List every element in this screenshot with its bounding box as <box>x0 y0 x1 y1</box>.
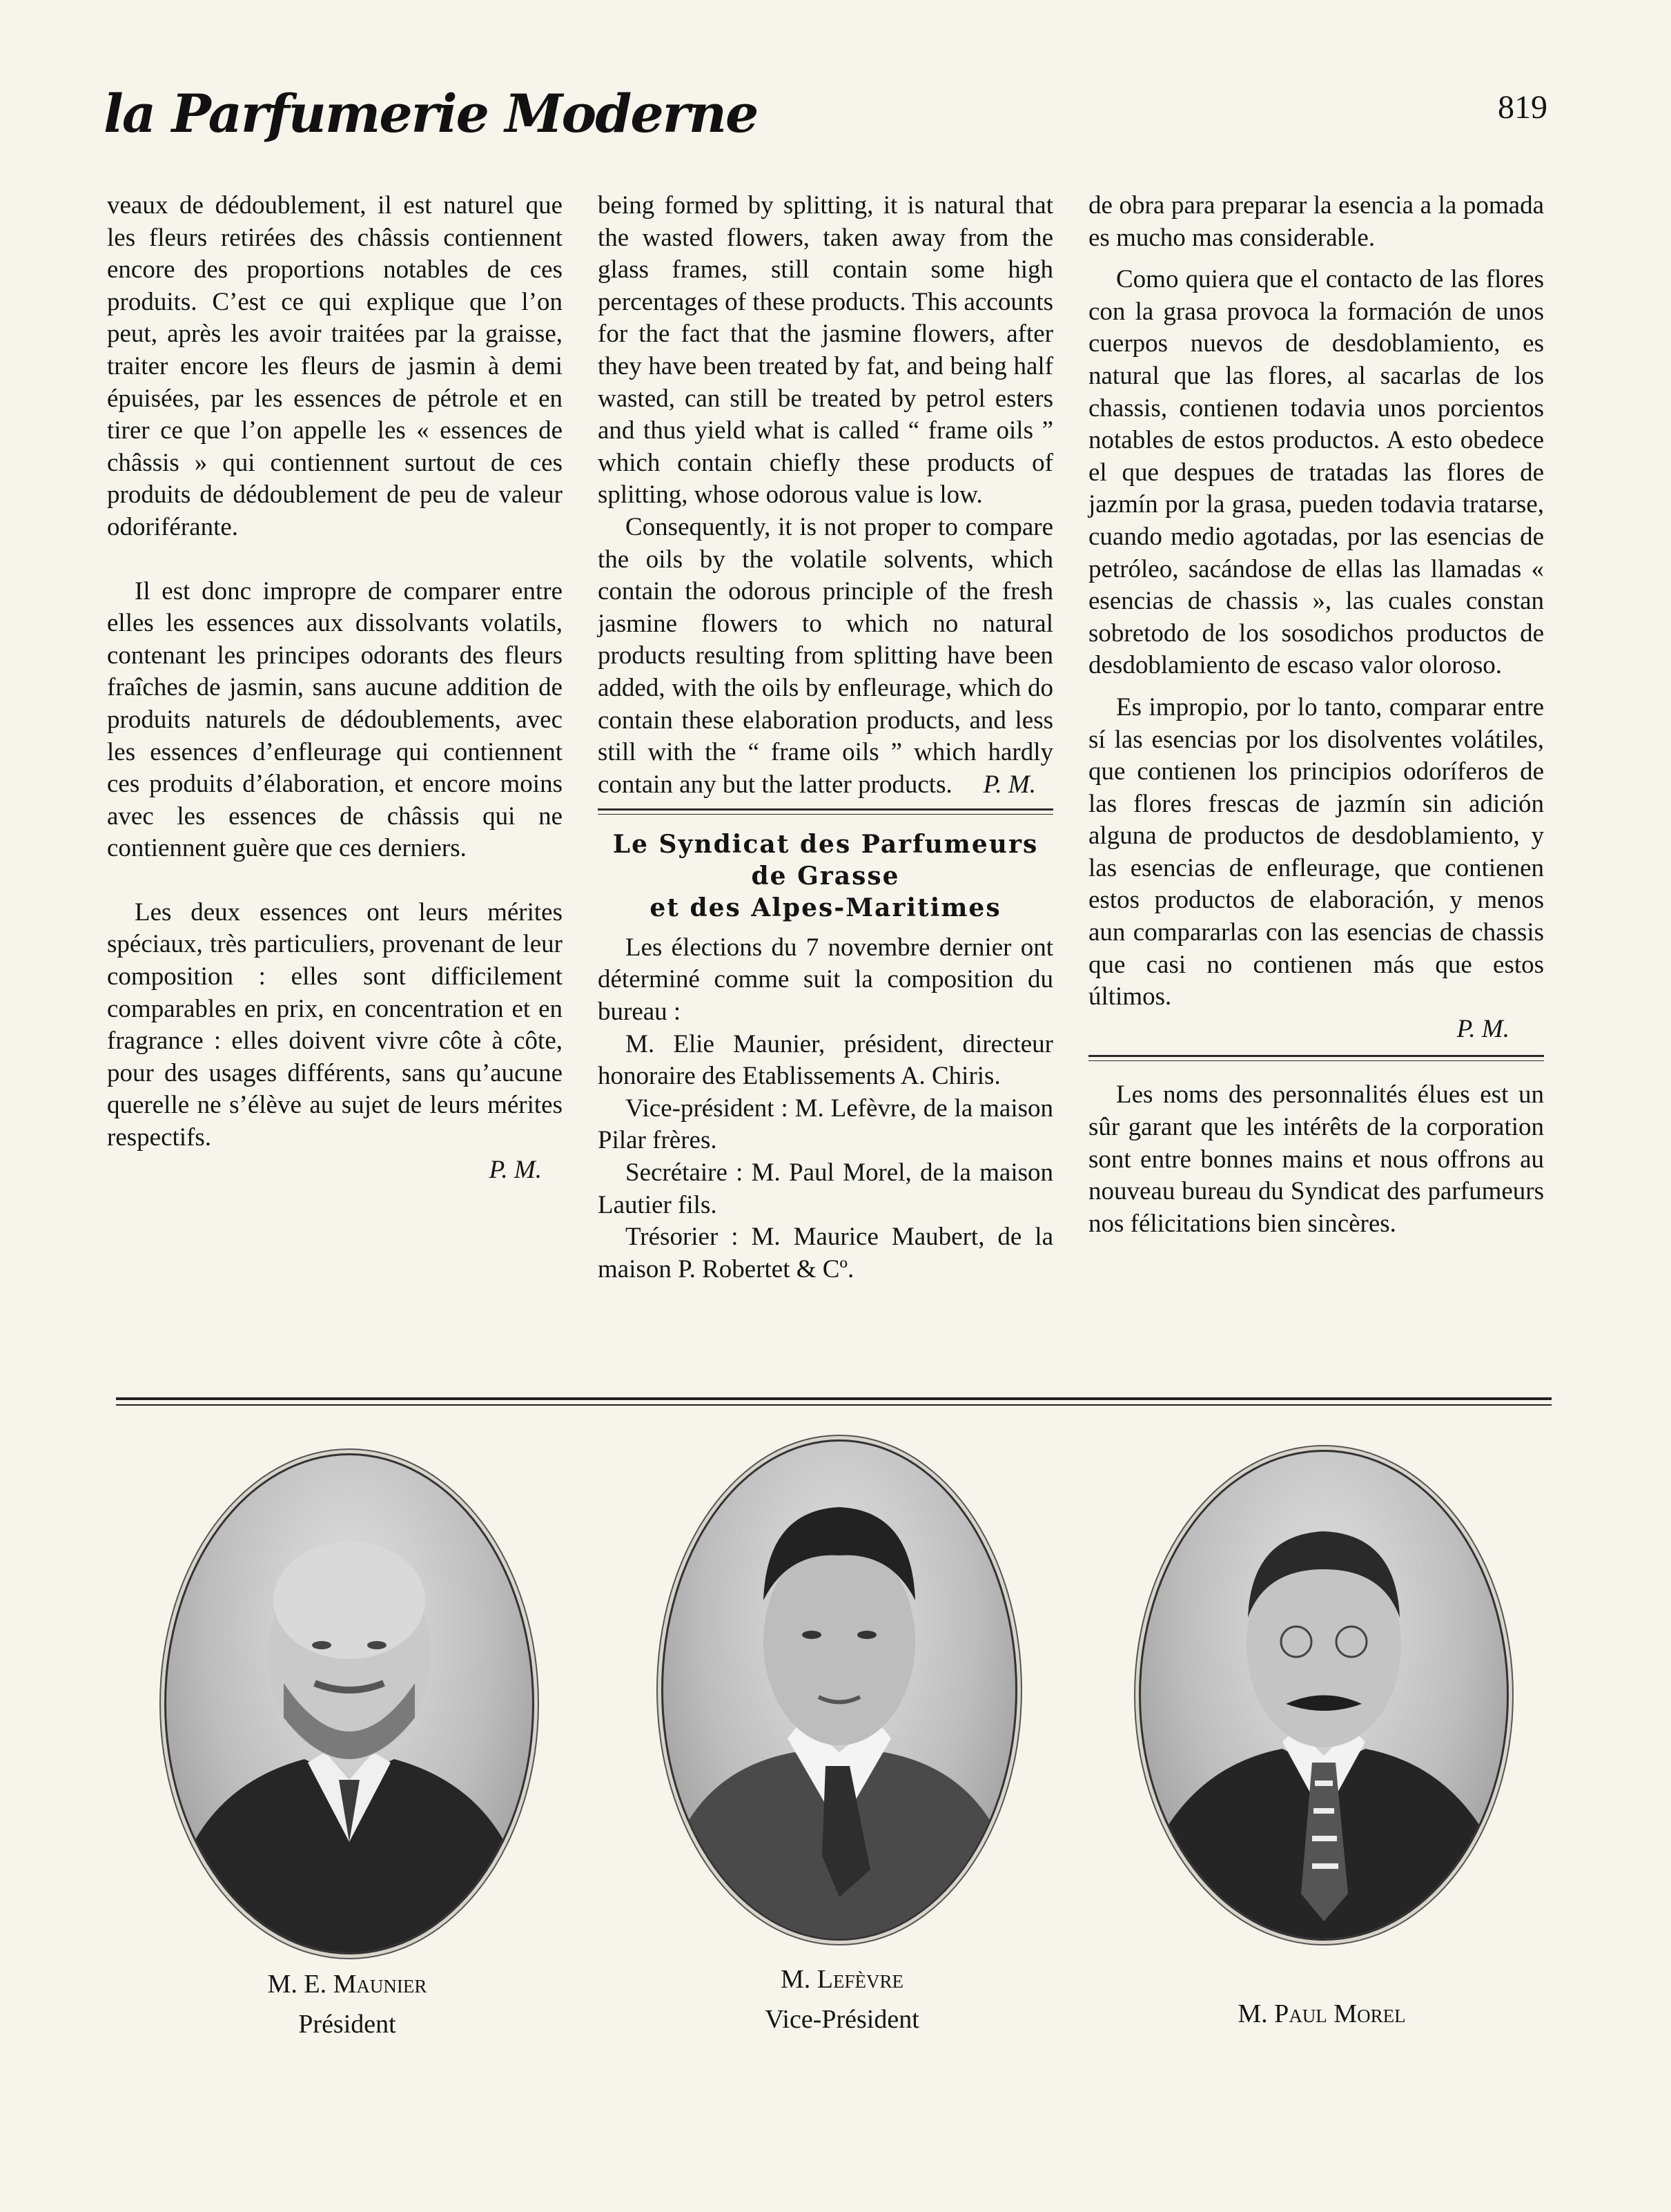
bureau-entry: M. Elie Maunier, président, directeur honoraire des Etablissements A. Chiris. <box>598 1029 1053 1091</box>
portrait-caption <box>1142 1994 1501 2034</box>
man-portrait-icon <box>1141 1452 1507 1939</box>
paragraph: Les deux essences ont leurs mérites spéciaux, très particuliers, provenant de leur composition : elles sont difficilement comparables en prix, en concentration et en fragrance : elles doivent vivre côte à côte, pour des usages différents, sans qu’aucune querelle ne s’élève au sujet de leurs mérites respectifs. <box>107 898 563 1152</box>
paragraph: Consequently, it is not proper to compare the oils by the volatile solvents, which contain the odorous principle of the fresh jasmine flowers to which no natural products resulting from splitting have been added, with the oils by enfleurage, which do contain these elaboration products, and less still with the “ frame oils ” which hardly contain any but the latter products. <box>598 512 1053 799</box>
portrait-name: M. Lefèvre <box>780 1965 903 1994</box>
paragraph: Les élections du 7 novembre dernier ont déterminé comme suit la composition du bureau : <box>598 933 1053 1027</box>
portrait-caption <box>168 1964 527 2044</box>
signature: P. M. <box>983 770 1036 799</box>
portrait-name: M. Paul Morel <box>1238 1999 1406 2028</box>
portrait-name: M. E. Maunier <box>267 1970 427 1999</box>
heading-line: et des Alpes-Maritimes <box>649 893 1001 922</box>
paragraph: Les noms des personnalités élues est un sûr garant que les intérêts de la corporation sont entre bonnes mains et nous offrons au nouveau bureau du Syndicat des parfumeurs nos félicitations bien sincères. <box>1088 1080 1544 1238</box>
column-english <box>598 190 1053 1286</box>
portrait-lefevre <box>661 1439 1017 1941</box>
heading-line: de Grasse <box>751 861 900 891</box>
syndicat-heading <box>598 828 1053 924</box>
column-spanish <box>1088 190 1544 1240</box>
paragraph: being formed by splitting, it is natural that the wasted flowers, taken away from the glass frames, still contain some high percentages of these products. This accounts for the fact that the jasmine flowers, after they have been treated by fat, and being half wasted, can still be treated by petrol esters and thus yield what is called “ frame oils ” which contain chiefly these products of splitting, whose odorous value is low. <box>598 191 1053 510</box>
bureau-entry: Secrétaire : M. Paul Morel, de la maison Lautier fils. <box>598 1158 1053 1219</box>
photo-section-divider <box>116 1397 1552 1406</box>
man-portrait-icon <box>166 1455 532 1952</box>
paragraph: Es impropio, por lo tanto, comparar entre sí las esencias por los disolventes volátiles, que contienen los principios odoríferos de las flores frescas de jazmín sin adición alguna de productos de desdoblamiento, y las esencias de enfleurage, que contienen estos productos de elaboración, y menos aun compararlas con las esencias de chassis que casi no contienen más que estos últimos. <box>1088 692 1544 1011</box>
paragraph: Como quiera que el contacto de las flores con la grasa provoca la formación de unos cuerpos nuevos de desdoblamiento, es natural que las flores, al sacarlas de los chassis, contienen todavia unos porcientos notables de estos productos. A esto obedece el que despues de tratadas las flores de jazmín por la grasa, pueden todavia tratarse, cuando medio agotadas, por las esencias de petróleo, sacándose de ellas las llamadas « esencias de chassis », las cuales constan sobretodo de los sosodichos productos de desdoblamiento de escaso valor oloroso. <box>1088 265 1544 680</box>
portrait-role: Vice-Président <box>765 2005 919 2034</box>
portrait-role: Président <box>298 2010 396 2039</box>
bureau-entry: Trésorier : M. Maurice Maubert, de la maison P. Robertet & Cº. <box>598 1223 1053 1283</box>
signature: P. M. <box>489 1155 542 1184</box>
portrait-maunier <box>164 1453 534 1954</box>
section-divider <box>598 808 1053 815</box>
section-divider <box>1088 1055 1544 1061</box>
column-french <box>107 190 563 1186</box>
portrait-caption <box>663 1959 1022 2039</box>
masthead-title: la Parfumerie Moderne <box>104 83 758 144</box>
page-number: 819 <box>1498 89 1547 126</box>
man-portrait-icon <box>663 1442 1015 1939</box>
bureau-entry: Vice-président : M. Lefèvre, de la maison Pilar frères. <box>598 1094 1053 1155</box>
signature: P. M. <box>1456 1014 1509 1043</box>
paragraph: de obra para preparar la esencia a la pomada es mucho mas considerable. <box>1088 191 1544 252</box>
portrait-morel <box>1139 1450 1509 1941</box>
heading-line: Le Syndicat des Parfumeurs <box>612 829 1039 859</box>
paragraph: Il est donc impropre de comparer entre elles les essences aux dissolvants volatils, contenant les principes odorants des fleurs fraîches de jasmin, sans aucune addition de produits naturels de dédoublements, avec les essences d’enfleurage qui contiennent ces produits d’élaboration, et encore moins avec les essences de châssis qui ne contiennent guère que ces derniers. <box>107 576 563 863</box>
paragraph: veaux de dédoublement, il est naturel que les fleurs retirées des châssis contiennent encore des proportions notables de ces produits. C’est ce qui explique que l’on peut, après les avoir traitées par la graisse, traiter encore les fleurs de jasmin à demi épuisées, par les essences de pétrole et en tirer ce que l’on appelle les « essences de châssis » qui contiennent surtout de ces produits de dédoublement de peu de valeur odoriférante. <box>107 191 563 541</box>
